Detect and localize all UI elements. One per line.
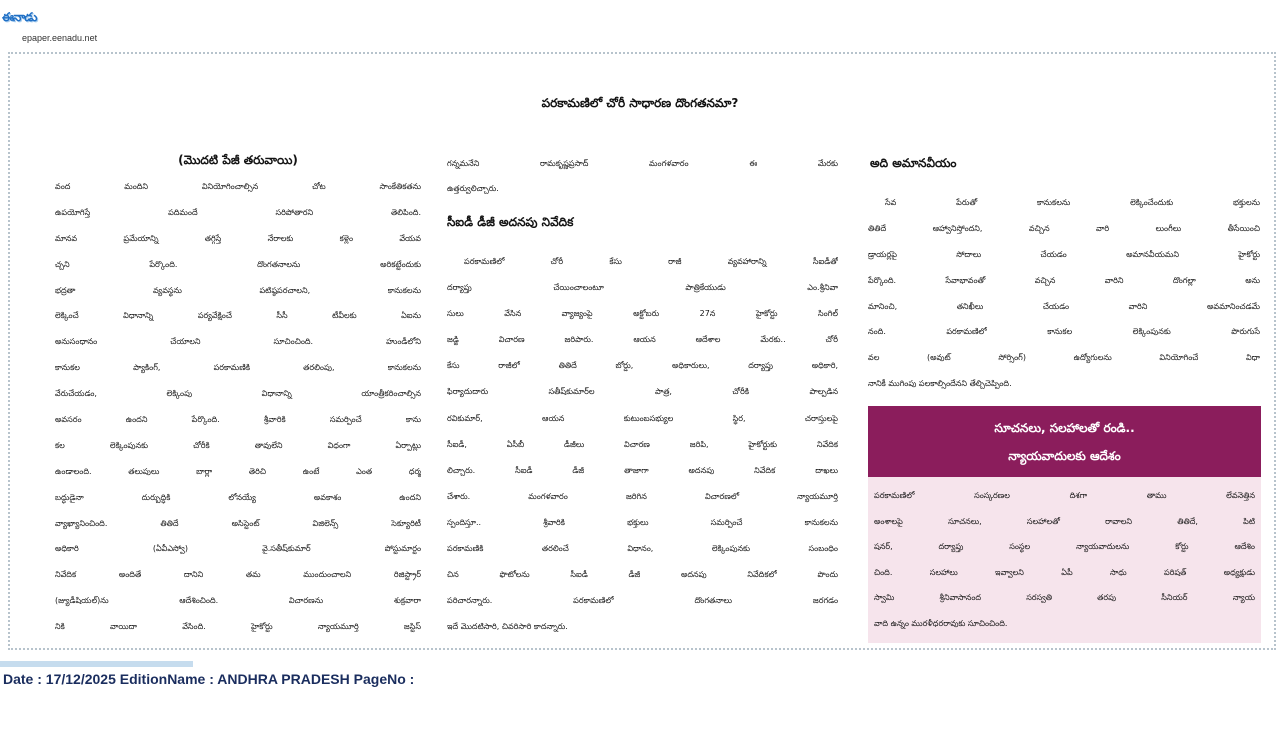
edition-label: EditionName : [119,671,214,687]
page-label: PageNo : [353,671,415,687]
logo-wordmark: ఈనాడు [2,10,37,24]
column2-line: స్పందిస్తూ.. శ్రీవారికి భక్తులు సమర్పించే కానుకలను [447,517,838,527]
boxout-line: వాది ఉన్నం మురళీధరరావుకు సూచించింది. [874,618,1008,628]
boxout-line: పరకామణిలో సంస్కరణల దిశగా తాము లేవనెత్తిన [874,491,1255,500]
column2-line: గన్నమనేని రామకృష్ణప్రసాద్ మంగళవారం ఈ మేరకు [447,159,838,168]
footer-accent-bar [0,661,193,667]
boxout-line: స్వామి శ్రీనివాసానంద సరస్వతి తరపు సీనియర్ న్యాయ [874,593,1255,603]
boxout-text [874,483,1255,637]
column1-line: మానవ ప్రమేయాన్ని తగ్గిస్తే నేరాలకు కళ్లెం వేయవ [55,233,421,243]
column1-line: భద్రతా వ్యవస్థను పటిష్ఠపరచాలని, కానుకలను [55,285,421,295]
column-2-top [447,151,838,201]
boxout-title-line: న్యాయవాదులకు ఆదేశం [1008,449,1121,463]
date-label: Date : [3,671,42,687]
column2-line: ఉత్తర్వులిచ్చారు. [447,184,499,193]
headline: పరకామణిలో చోరీ సాధారణ దొంగతనమా? [541,96,739,110]
column1-line: అవసరం ఉందని పేర్కొంది. శ్రీవారికి సమర్పించే కాను [55,415,421,425]
column1-line: కల లెక్కింపునకు చోరీకి తావులేని విధంగా ఏర్పాట్లు [55,440,421,450]
column1-line: ఉండాలంది. తలుపులు బార్లా తెరిచి ఉంటే ఎంత ధర్మ [55,466,421,476]
date-value: 17/12/2025 [45,671,116,687]
column2-line: దర్యాప్తు చేయించాలంటూ పాత్రికేయుడు ఎం.శ్రీనివా [447,283,838,293]
column2-line: పరకామణిలో చోరీ కేసు రాజీ వ్యవహారాన్ని సీఐడీతో [464,257,838,266]
column1-line: వేరుచేయడం, లెక్కింపు విధానాన్ని యాంత్రీకరించాల్సిన [55,389,421,399]
column1-line: నివేదిక అందితే దానిని తమ ముందుంచాలని రిజిస్ట్రార్ [55,570,421,580]
column1-line: అధికారి (ఏవీఎస్వో) వై.సతీష్‌కుమార్ పోస్టుమార్టం [55,544,421,554]
column2-line: కేసు రాజీలో తితిదే బోర్డు, అధికారులు, దర్యాప్తు అధికారి, [447,361,838,371]
column2-line: లిచ్చారు. సీఐడీ డీజీ తాజాగా అదనపు నివేదిక దాఖలు [447,465,838,475]
column2-line: సీఐడీ, ఏసీబీ డీజీలు విచారణ జరిపి, హైకోర్టుకు నివేదిక [447,439,838,449]
column3-line: సేవ పేరుతో కానుకలను లెక్కించేందుకు భక్తులను [885,198,1260,207]
column2-line: రవికుమార్, ఆయన కుటుంబసభ్యుల స్థిర, చరాస్తులపై [447,413,838,423]
column3-line: వల (అవుట్ సోర్సింగ్) ఉద్యోగులను వినియోగించే విధా [868,353,1260,363]
site-url: epaper.eenadu.net [22,33,98,43]
column2-line: ఇదే మొదటిసారి, చివరిసారి కాదన్నారు. [447,622,568,632]
edition-value: ANDHRA PRADESH [217,671,350,687]
boxout-line: అంశాలపై సూచనలు, సలహాలతో రావాలని తితిదే, పిటి [874,516,1255,526]
column2-line: ఫిర్యాదుదారు సతీష్‌కుమార్‌ల పాత్ర, చోరీకి పాల్పడిన [447,387,838,397]
column3-line: డ్రాయర్లపై సోదాలు చేయడం అమానవీయమని హైకోర్టు [868,249,1260,259]
column1-line: ఉపయోగిస్తే పదిమందే సరిపోతారని తెలిపింది. [55,207,421,217]
column-3 [868,190,1260,397]
column1-line: (జ్యుడీషియల్)ను ఆదేశించింది. విచారణను శుక్రవారా [55,596,421,606]
column1-line: అనుసంధానం చేయాలని సూచించింది. హుండీలోని [55,337,421,347]
eenadu-logo [2,0,120,34]
column1-line: నికి వాయిదా వేసింది. హైకోర్టు న్యాయమూర్తి జస్టిస్ [55,622,421,632]
column1-line: బద్ధుడైనా దుర్బుద్ధికి లోనయ్యే అవకాశం ఉందని [55,492,421,502]
column2-line: సులు వేసిన వ్యాజ్యంపై అక్టోబరు 27న హైకోర్టు సింగిల్ [447,309,838,319]
column2-line: చిన ఫొటోలను సీఐడీ డీజీ అదనపు నివేదికలో పొందు [447,570,838,580]
column3-line: పేర్కొంది. సేవాభావంతో వచ్చిన వారిని దొంగల్లా అను [868,275,1260,285]
column1-line: కానుకల ప్యాకింగ్, పరకామణికి తరలింపు, కానుకలను [55,363,421,373]
boxout-header [868,406,1261,477]
subheading-cid-report: సీఐడీ డీజీ అదనపు నివేదిక [447,215,574,229]
column3-line: నానికీ ముగింపు పలకాల్సిందేనని తేల్చిచెప్పింది. [868,379,1012,389]
continuation-label: (మొదటి పేజీ తరువాయి) [178,153,298,167]
column-1 [55,174,421,640]
column2-line: పరిచారన్నారు. పరకామణిలో దొంగతనాలు జరగడం [447,596,838,606]
subheading-inhuman: అది అమానవీయం [870,156,957,170]
column-2 [447,249,838,640]
column2-line: జడ్జి విచారణ జరిపారు. ఆయన ఆదేశాల మేరకు.. చోరీ [447,335,838,345]
footer-info [3,669,414,689]
column2-line: పరకామణికి తరలించే విధానం, లెక్కింపునకు సంబంధిం [447,544,838,554]
column3-line: మానించి, తనిఖీలు చేయడం వారిని అవమానించడమే [868,301,1260,311]
boxout-title-line: సూచనలు, సలహాలతో రండి.. [994,421,1135,435]
column1-line: లెక్కించే విధానాన్ని పర్యవేక్షించే సీసీ టీవీలకు ఏఐను [55,311,421,321]
column3-line: తితిదే ఆహ్వానిస్తోందని, వచ్చిన వారి లుంగీలు తీసేయించి [868,223,1260,233]
column1-line: వ్యాఖ్యానించింది. తితిదే అసిస్టెంట్ విజిలెన్స్ సెక్యూరిటీ [55,518,421,528]
boxout-line: చింది. సలహాలు ఇవ్వాలని ఏపీ సాధు పరిషత్ అధ్యక్షుడు [874,567,1255,577]
column3-line: నంది. పరకామణిలో కానుకల లెక్కింపునకు పొరుగుసే [868,327,1260,337]
boxout-body [868,477,1261,643]
column1-line: చ్చని పేర్కొంది. దొంగతనాలను అరికట్టేందుకు [55,259,421,269]
boxout-line: షనర్, దర్యాప్తు సంస్థల న్యాయవాదులను కోర్టు ఆదేశిం [874,542,1255,552]
column2-line: చేశారు. మంగళవారం జరిగిన విచారణలో న్యాయమూర్తి [447,491,838,501]
column1-line: వంద మందిని వినియోగించాల్సిన చోట సాంకేతికతను [55,182,421,191]
